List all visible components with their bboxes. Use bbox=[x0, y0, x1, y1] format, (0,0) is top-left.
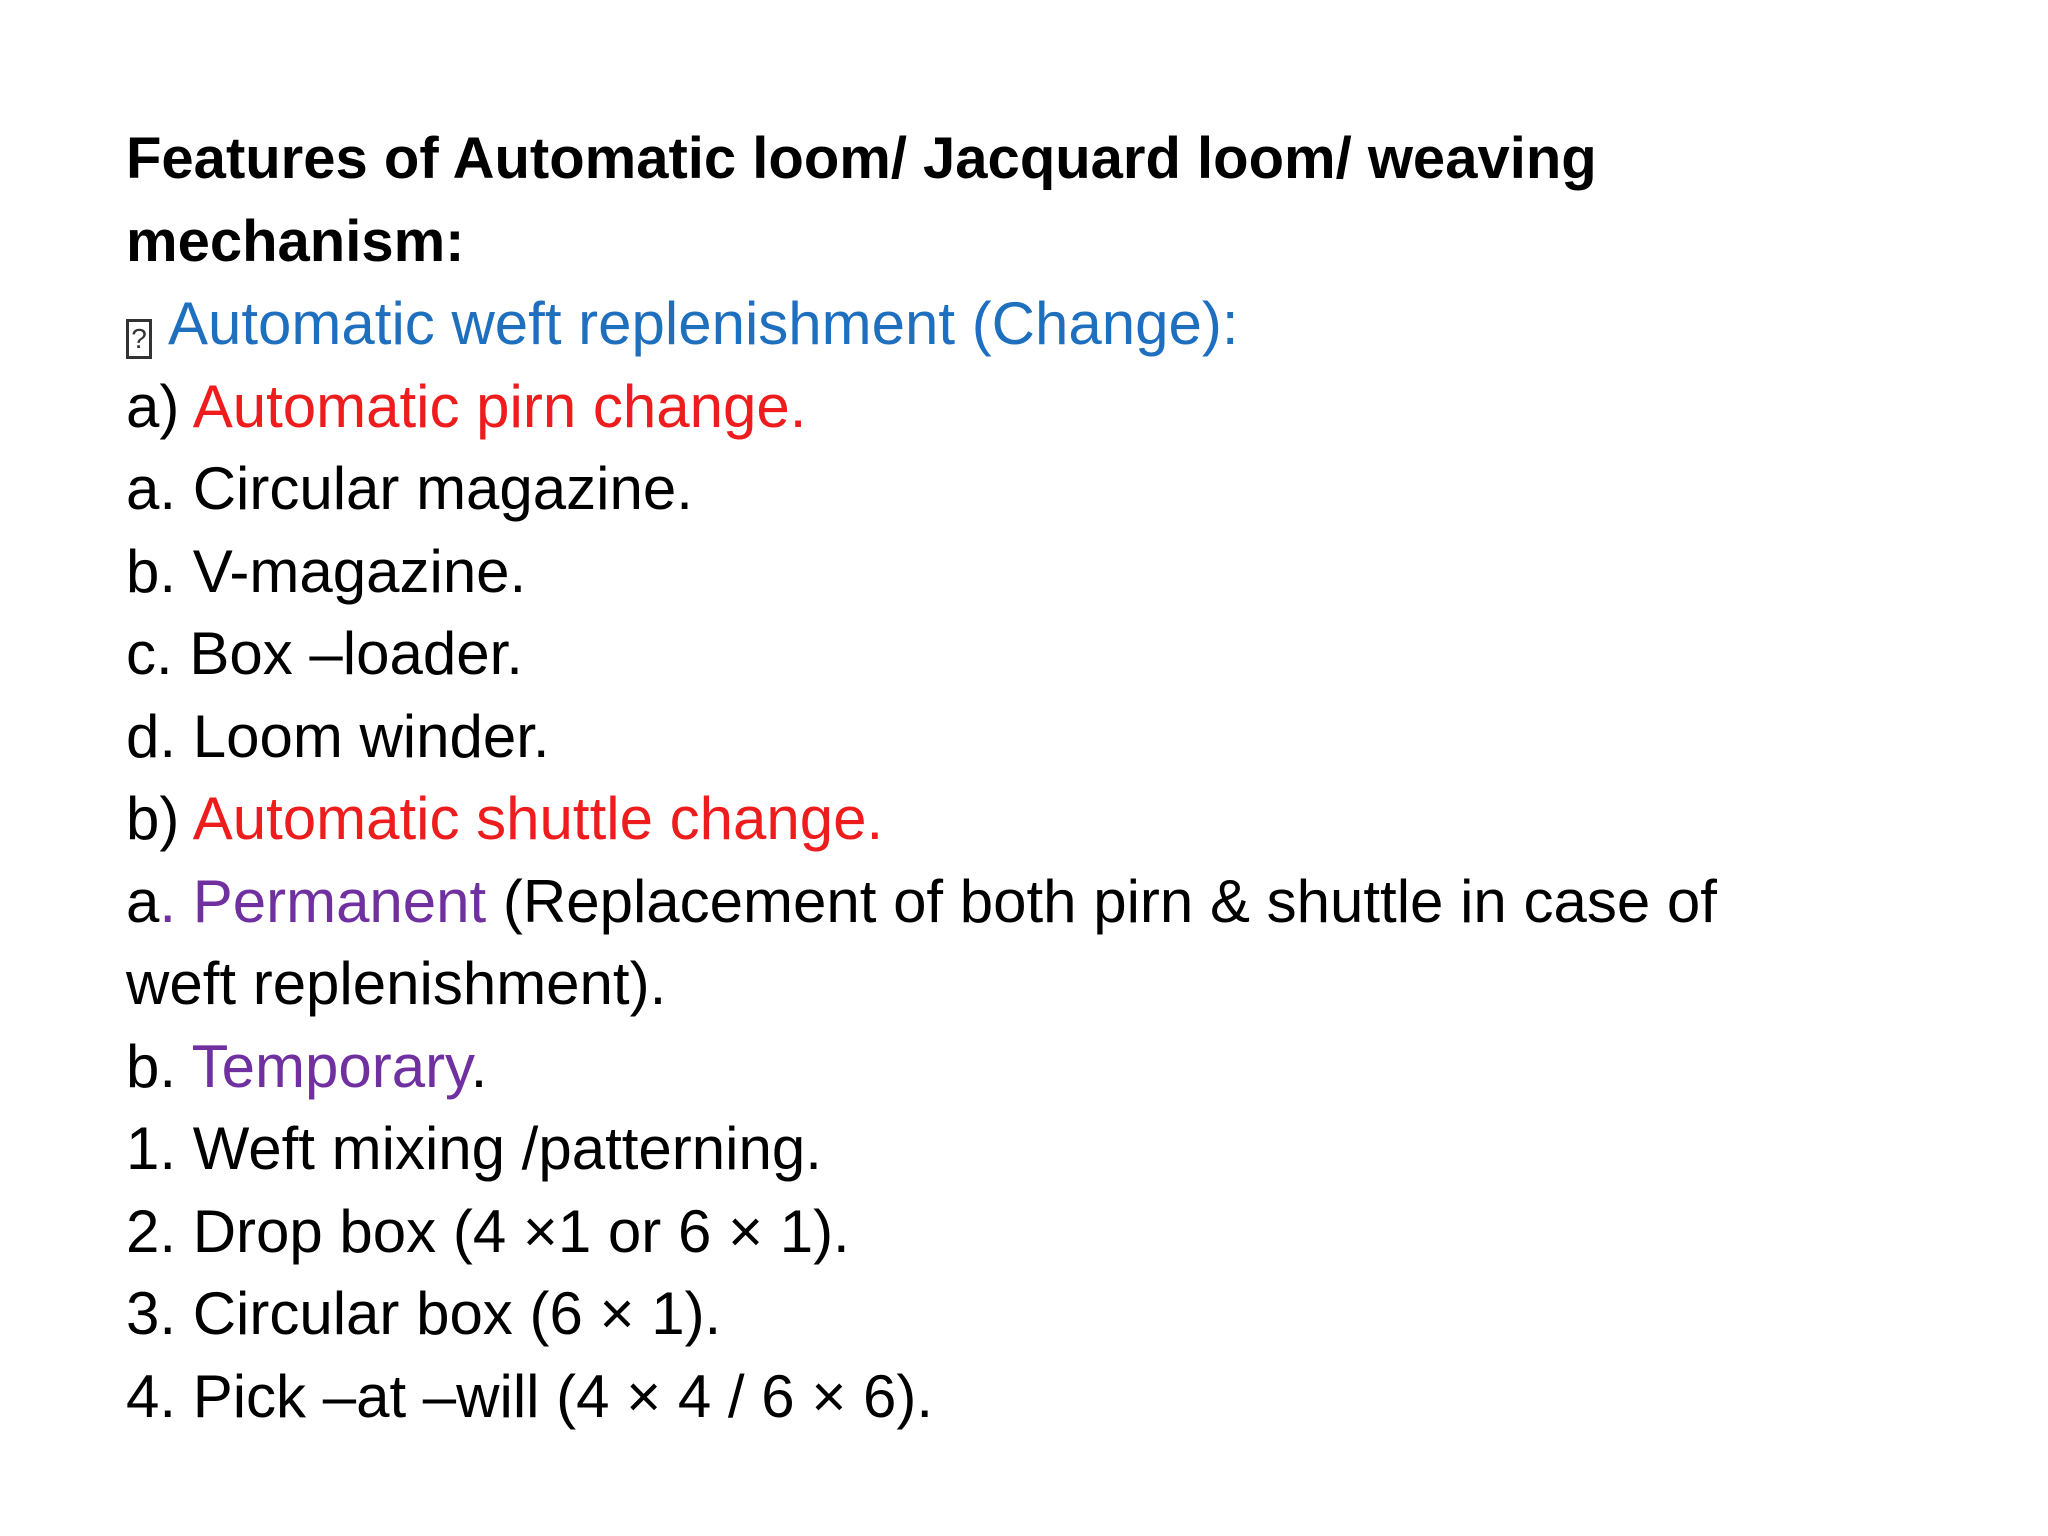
subheading-pirn-change bbox=[126, 366, 1986, 449]
list-item: d. Loom winder. bbox=[126, 702, 550, 770]
slide-title-line-2: mechanism: bbox=[126, 208, 465, 274]
numbered-item: 2. Drop box (4 ×1 or 6 × 1). bbox=[126, 1197, 850, 1265]
subheading-prefix: b) bbox=[126, 785, 193, 852]
temporary-prefix: b. bbox=[126, 1032, 192, 1100]
section-heading-text: Automatic weft replenishment (Change): bbox=[168, 290, 1239, 357]
subheading-shuttle-change bbox=[126, 778, 1986, 861]
temporary-suffix: . bbox=[470, 1032, 488, 1100]
section-heading bbox=[126, 283, 1986, 366]
missing-glyph-bullet-icon: ? bbox=[126, 319, 152, 359]
numbered-item: 1. Weft mixing /patterning. bbox=[126, 1115, 822, 1182]
list-item: a. Circular magazine. bbox=[126, 455, 693, 522]
subheading-label: Automatic pirn change. bbox=[192, 372, 807, 440]
permanent-description-continued: weft replenishment). bbox=[126, 950, 667, 1017]
permanent-description: (Replacement of both pirn & shuttle in case of bbox=[486, 867, 1717, 935]
numbered-item: 4. Pick –at –will (4 × 4 / 6 × 6). bbox=[126, 1362, 934, 1430]
temporary-item bbox=[126, 1026, 1986, 1109]
temporary-label: Temporary bbox=[191, 1032, 471, 1100]
subheading-label: Automatic shuttle change. bbox=[192, 785, 884, 852]
list-item: b. V-magazine. bbox=[126, 537, 527, 605]
numbered-item: 3. Circular box (6 × 1). bbox=[126, 1280, 722, 1347]
permanent-prefix: a bbox=[126, 867, 160, 935]
subheading-prefix: a) bbox=[126, 372, 193, 440]
permanent-label: . Permanent bbox=[159, 867, 487, 935]
permanent-item bbox=[126, 861, 1986, 944]
slide-title-line-1: Features of Automatic loom/ Jacquard loom/ weaving bbox=[126, 126, 1597, 191]
slide-content bbox=[126, 118, 1986, 1438]
list-item: c. Box –loader. bbox=[126, 620, 523, 687]
